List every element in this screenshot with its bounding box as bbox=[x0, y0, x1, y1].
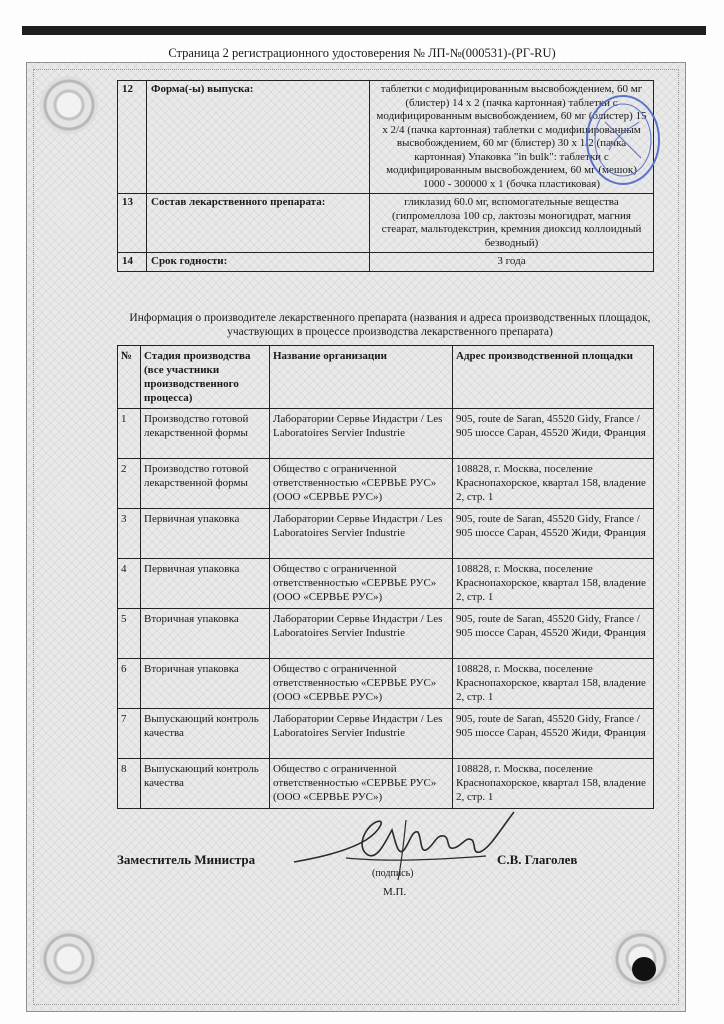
page-header: Страница 2 регистрационного удостоверения № ЛП-№(000531)-(РГ-RU) bbox=[168, 46, 556, 60]
organization-name: Общество с ограниченной ответственностью «СЕРВЬЕ РУС» (ООО «СЕРВЬЕ РУС») bbox=[270, 659, 453, 709]
row-number: 7 bbox=[118, 709, 141, 759]
round-stamp-icon bbox=[583, 92, 661, 188]
site-address: 108828, г. Москва, поселение Краснопахорское, квартал 158, владение 2, стр. 1 bbox=[453, 459, 654, 509]
table-row bbox=[118, 253, 654, 272]
production-stage: Выпускающий контроль качества bbox=[141, 759, 270, 809]
production-stage: Выпускающий контроль качества bbox=[141, 709, 270, 759]
site-address: 108828, г. Москва, поселение Краснопахорское, квартал 158, владение 2, стр. 1 bbox=[453, 559, 654, 609]
organization-name: Общество с ограниченной ответственностью «СЕРВЬЕ РУС» (ООО «СЕРВЬЕ РУС») bbox=[270, 759, 453, 809]
site-address: 905, route de Saran, 45520 Gidy, France / 905 шоссе Саран, 45520 Жиди, Франция bbox=[453, 709, 654, 759]
top-border-bar bbox=[22, 26, 706, 35]
row-number: 1 bbox=[118, 409, 141, 459]
corner-rosette-icon bbox=[40, 930, 98, 988]
property-number: 13 bbox=[118, 194, 147, 253]
site-address: 108828, г. Москва, поселение Краснопахорское, квартал 158, владение 2, стр. 1 bbox=[453, 659, 654, 709]
property-label: Форма(-ы) выпуска: bbox=[147, 81, 370, 194]
column-header: Стадия производства (все участники производственного процесса) bbox=[141, 346, 270, 409]
site-address: 108828, г. Москва, поселение Краснопахорское, квартал 158, владение 2, стр. 1 bbox=[453, 759, 654, 809]
production-stage: Первичная упаковка bbox=[141, 509, 270, 559]
table-header-row bbox=[118, 346, 654, 409]
organization-name: Лаборатории Сервье Индастри / Les Laboratoires Servier Industrie bbox=[270, 709, 453, 759]
table-row bbox=[118, 459, 654, 509]
property-number: 14 bbox=[118, 253, 147, 272]
table-row bbox=[118, 709, 654, 759]
corner-rosette-icon bbox=[40, 76, 98, 134]
row-number: 8 bbox=[118, 759, 141, 809]
organization-name: Лаборатории Сервье Индастри / Les Laboratoires Servier Industrie bbox=[270, 409, 453, 459]
property-label: Срок годности: bbox=[147, 253, 370, 272]
organization-name: Лаборатории Сервье Индастри / Les Laboratoires Servier Industrie bbox=[270, 509, 453, 559]
table-row bbox=[118, 194, 654, 253]
row-number: 4 bbox=[118, 559, 141, 609]
row-number: 5 bbox=[118, 609, 141, 659]
row-number: 2 bbox=[118, 459, 141, 509]
production-stage: Вторичная упаковка bbox=[141, 659, 270, 709]
column-header: № bbox=[118, 346, 141, 409]
manufacturers-table bbox=[117, 345, 654, 809]
column-header: Адрес производственной площадки bbox=[453, 346, 654, 409]
signature-caption: (подпись) bbox=[372, 868, 414, 879]
production-stage: Вторичная упаковка bbox=[141, 609, 270, 659]
signatory-name: С.В. Глаголев bbox=[497, 852, 578, 867]
row-number: 3 bbox=[118, 509, 141, 559]
table-row bbox=[118, 81, 654, 194]
property-number: 12 bbox=[118, 81, 147, 194]
site-address: 905, route de Saran, 45520 Gidy, France / 905 шоссе Саран, 45520 Жиди, Франция bbox=[453, 509, 654, 559]
table-row bbox=[118, 559, 654, 609]
properties-table bbox=[117, 80, 654, 272]
site-address: 905, route de Saran, 45520 Gidy, France / 905 шоссе Саран, 45520 Жиди, Франция bbox=[453, 409, 654, 459]
signatory-title: Заместитель Министра bbox=[117, 852, 256, 867]
production-stage: Производство готовой лекарственной формы bbox=[141, 409, 270, 459]
organization-name: Общество с ограниченной ответственностью «СЕРВЬЕ РУС» (ООО «СЕРВЬЕ РУС») bbox=[270, 559, 453, 609]
table-row bbox=[118, 509, 654, 559]
property-label: Состав лекарственного препарата: bbox=[147, 194, 370, 253]
production-stage: Первичная упаковка bbox=[141, 559, 270, 609]
row-number: 6 bbox=[118, 659, 141, 709]
manufacturer-info-text: Информация о производителе лекарственного препарата (названия и адреса производственных площадок, участвующих в процессе производства лекарственного препарата) bbox=[129, 312, 651, 338]
production-stage: Производство готовой лекарственной формы bbox=[141, 459, 270, 509]
seal-label: М.П. bbox=[383, 886, 407, 898]
table-row bbox=[118, 659, 654, 709]
property-value: таблетки с модифицированным высвобождением, 60 мг (блистер) 14 x 2 (пачка картонная) таблетки с модифицированным высвобождением, 60 мг (блистер) 15 x 2/4 (пачка картонная) таблетки с модифицированным высвобождением, 60 мг (блистер) 30 x 1/2 (пачка картонная) Упаковка "in bulk": таблетки с модифицированным высвобождением, 60 мг (мешок) 1000 - 300000 x 1 (бочка пластиковая) bbox=[370, 81, 654, 194]
table-row bbox=[118, 609, 654, 659]
hole-punch-mark bbox=[632, 957, 656, 981]
organization-name: Лаборатории Сервье Индастри / Les Laboratoires Servier Industrie bbox=[270, 609, 453, 659]
organization-name: Общество с ограниченной ответственностью «СЕРВЬЕ РУС» (ООО «СЕРВЬЕ РУС») bbox=[270, 459, 453, 509]
property-value: 3 года bbox=[370, 253, 654, 272]
column-header: Название организации bbox=[270, 346, 453, 409]
site-address: 905, route de Saran, 45520 Gidy, France / 905 шоссе Саран, 45520 Жиди, Франция bbox=[453, 609, 654, 659]
table-row bbox=[118, 409, 654, 459]
property-value: гликлазид 60.0 мг, вспомогательные вещества (гипромеллоза 100 ср, лактозы моногидрат, магния стеарат, мальтодекстрин, кремния диоксид коллоидный безводный) bbox=[370, 194, 654, 253]
